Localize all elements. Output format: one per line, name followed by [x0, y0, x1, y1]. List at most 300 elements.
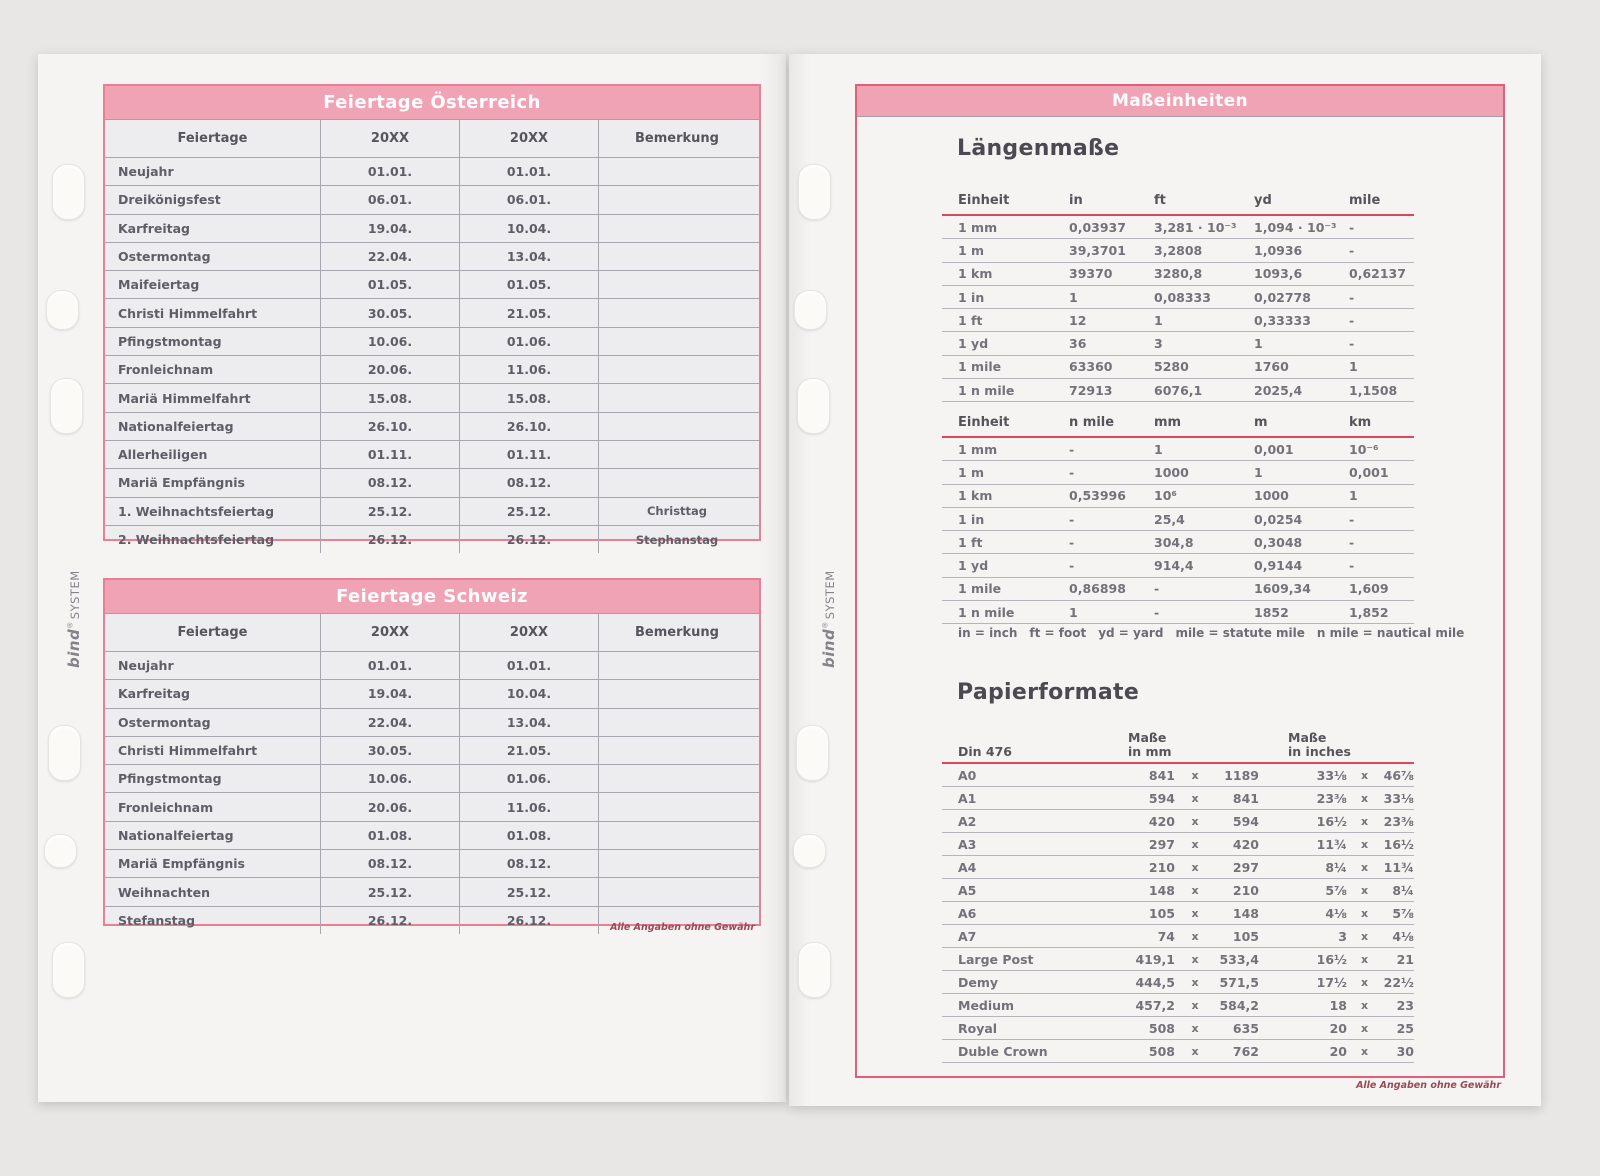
times-separator: x [1191, 906, 1199, 920]
value-cell: 0,02778 [1254, 289, 1311, 305]
table-row [105, 737, 759, 765]
date-cell: 08.12. [321, 469, 460, 496]
date-cell: 01.01. [460, 652, 599, 679]
punch-hole [44, 834, 77, 868]
times-separator: x [1360, 1021, 1369, 1035]
inch-width: 17½ [1316, 974, 1347, 990]
header-line: in mm [1128, 743, 1172, 759]
holiday-name: Karfreitag [105, 215, 321, 242]
remark-cell [599, 652, 755, 679]
holiday-name: Fronleichnam [105, 793, 321, 820]
table-row [105, 215, 759, 243]
holiday-name: Ostermontag [105, 709, 321, 736]
holiday-name: Weihnachten [105, 878, 321, 905]
left-page [38, 54, 786, 1102]
column-header: Feiertage [105, 120, 321, 157]
date-cell: 26.12. [321, 526, 460, 553]
table-row [942, 601, 1414, 624]
date-cell: 15.08. [321, 384, 460, 411]
header-row [942, 186, 1414, 216]
value-cell: 10⁻⁶ [1349, 441, 1379, 457]
inch-width: 20 [1329, 1020, 1347, 1036]
value-cell: - [1349, 558, 1355, 574]
times-separator: x [1191, 1021, 1199, 1035]
header-line: in inches [1288, 743, 1351, 759]
value-cell: 2025,4 [1254, 382, 1303, 398]
punch-hole [798, 164, 831, 220]
remark-cell: Christtag [646, 504, 708, 519]
table-row [942, 971, 1414, 994]
holiday-name: Ostermontag [105, 243, 321, 270]
table-row [942, 1040, 1414, 1063]
brand-logo [64, 570, 83, 668]
holiday-name: 2. Weihnachtsfeiertag [105, 526, 321, 553]
mm-height: 105 [1232, 928, 1259, 944]
value-cell: 304,8 [1154, 534, 1194, 550]
inch-height: 21 [1396, 951, 1414, 967]
mm-width: 74 [1157, 928, 1175, 944]
column-header: ft [1154, 192, 1166, 208]
brand-system-label: SYSTEM [823, 570, 837, 620]
inch-width: 16½ [1316, 813, 1347, 829]
value-cell: 3 [1154, 336, 1163, 352]
value-cell: 1000 [1154, 464, 1189, 480]
remark-cell [599, 850, 755, 877]
header-row [942, 408, 1414, 438]
value-cell: - [1069, 558, 1075, 574]
inch-height: 16½ [1383, 836, 1414, 852]
mm-height: 297 [1232, 859, 1259, 875]
inch-width: 11¾ [1316, 836, 1347, 852]
column-header: 20XX [460, 120, 599, 157]
date-cell: 30.05. [321, 737, 460, 764]
value-cell: 1760 [1254, 359, 1289, 375]
table-row [942, 485, 1414, 508]
table-row [942, 856, 1414, 879]
inch-width: 23⅜ [1316, 790, 1347, 806]
value-cell: 0,62137 [1349, 266, 1406, 282]
format-name: A6 [958, 905, 977, 921]
column-header: Einheit [958, 192, 1010, 208]
unit-name: 1 km [958, 266, 993, 282]
value-cell: 0,33333 [1254, 312, 1311, 328]
value-cell: 1,609 [1349, 581, 1389, 597]
inch-width: 3 [1338, 928, 1347, 944]
header-line: Maße [1288, 730, 1327, 745]
table-row [105, 526, 759, 553]
paper-section-heading: Papierformate [957, 680, 1140, 705]
mm-width: 105 [1148, 905, 1175, 921]
mm-width: 297 [1148, 836, 1175, 852]
table-row [942, 379, 1414, 402]
brand-registered-mark: ® [66, 621, 75, 629]
column-header: yd [1254, 192, 1272, 208]
remark-cell [599, 822, 755, 849]
date-cell: 26.12. [460, 526, 599, 553]
value-cell: - [1069, 534, 1075, 550]
mm-height: 635 [1232, 1020, 1259, 1036]
punch-hole [46, 290, 79, 330]
brand-system-label: SYSTEM [68, 570, 82, 620]
paper-table-header [942, 726, 1414, 764]
remark-cell [599, 356, 755, 383]
times-separator: x [1360, 929, 1369, 943]
date-cell: 10.06. [321, 328, 460, 355]
table-row [942, 332, 1414, 355]
table-row [942, 578, 1414, 601]
mm-width: 508 [1148, 1020, 1175, 1036]
table-row [942, 309, 1414, 332]
format-name: Medium [958, 997, 1015, 1013]
unit-name: 1 mm [958, 219, 998, 235]
measure-units-panel [855, 84, 1505, 1078]
punch-hole [798, 942, 831, 998]
abbreviation-legend: in = inch ft = foot yd = yard mile = statute mile n mile = nautical mile [958, 626, 1465, 640]
date-cell: 01.06. [460, 328, 599, 355]
mm-width: 419,1 [1135, 951, 1175, 967]
inch-width: 33⅛ [1316, 767, 1347, 783]
format-name: A2 [958, 813, 977, 829]
mm-height: 148 [1232, 905, 1259, 921]
mm-height: 841 [1232, 790, 1259, 806]
right-page [789, 54, 1541, 1106]
value-cell: - [1349, 336, 1355, 352]
format-name: Duble Crown [958, 1043, 1048, 1059]
format-name: A7 [958, 928, 977, 944]
table-row [105, 441, 759, 469]
value-cell: 0,001 [1349, 464, 1389, 480]
table-row [942, 286, 1414, 309]
mm-width: 148 [1148, 882, 1175, 898]
value-cell: 1093,6 [1254, 266, 1303, 282]
unit-name: 1 n mile [958, 604, 1015, 620]
date-cell: 25.12. [321, 498, 460, 525]
mm-width: 444,5 [1135, 974, 1175, 990]
value-cell: 914,4 [1154, 558, 1194, 574]
value-cell: - [1349, 534, 1355, 550]
austria-table-body [105, 120, 759, 553]
date-cell: 08.12. [460, 469, 599, 496]
mm-width: 508 [1148, 1043, 1175, 1059]
times-separator: x [1191, 883, 1199, 897]
inch-height: 25 [1396, 1020, 1414, 1036]
times-separator: x [1191, 1044, 1199, 1058]
remark-cell [599, 765, 755, 792]
table-row [942, 438, 1414, 461]
mm-height: 762 [1232, 1043, 1259, 1059]
holiday-name: Mariä Empfängnis [105, 850, 321, 877]
value-cell: 1 [1349, 359, 1358, 375]
holiday-name: Neujahr [105, 652, 321, 679]
unit-name: 1 yd [958, 336, 989, 352]
table-row [105, 709, 759, 737]
table-row [105, 158, 759, 186]
table-row [105, 384, 759, 412]
value-cell: - [1069, 511, 1075, 527]
remark-cell [599, 709, 755, 736]
format-name: A5 [958, 882, 977, 898]
format-name: A4 [958, 859, 977, 875]
length-table-imperial [942, 186, 1414, 402]
value-cell: 1 [1254, 464, 1263, 480]
date-cell: 19.04. [321, 680, 460, 707]
value-cell: - [1069, 441, 1075, 457]
table-row [105, 765, 759, 793]
table-row [105, 498, 759, 526]
times-separator: x [1191, 768, 1199, 782]
table-row [105, 243, 759, 271]
date-cell: 20.06. [321, 793, 460, 820]
holiday-name: Allerheiligen [105, 441, 321, 468]
remark-cell [599, 328, 755, 355]
holiday-name: Christi Himmelfahrt [105, 737, 321, 764]
date-cell: 01.08. [460, 822, 599, 849]
value-cell: 0,53996 [1069, 488, 1126, 504]
unit-name: 1 m [958, 464, 985, 480]
inch-width: 16½ [1316, 951, 1347, 967]
date-cell: 06.01. [321, 186, 460, 213]
date-cell: 01.01. [321, 158, 460, 185]
austria-holidays-table [103, 84, 761, 547]
date-cell: 06.01. [460, 186, 599, 213]
table-row [105, 652, 759, 680]
value-cell: 0,03937 [1069, 219, 1126, 235]
mm-height: 571,5 [1219, 974, 1259, 990]
holiday-name: Dreikönigsfest [105, 186, 321, 213]
table-row [942, 833, 1414, 856]
inch-height: 4⅛ [1392, 928, 1414, 944]
holiday-name: Pfingstmontag [105, 765, 321, 792]
times-separator: x [1360, 952, 1369, 966]
unit-name: 1 in [958, 289, 985, 305]
remark-cell [599, 441, 755, 468]
column-header: Bemerkung [635, 131, 719, 146]
remark-cell [599, 737, 755, 764]
remark-cell [599, 793, 755, 820]
remark-cell [599, 158, 755, 185]
header-line: Maße [1128, 730, 1167, 745]
column-header: Bemerkung [635, 625, 719, 640]
austria-table-title: Feiertage Österreich [105, 86, 759, 120]
mm-height: 584,2 [1219, 997, 1259, 1013]
date-cell: 25.12. [460, 878, 599, 905]
holiday-name: Maifeiertag [105, 271, 321, 298]
brand-name: bind [820, 628, 838, 668]
table-row [105, 878, 759, 906]
mm-width: 420 [1148, 813, 1175, 829]
length-section-heading: Längenmaße [957, 136, 1120, 161]
date-cell: 15.08. [460, 384, 599, 411]
mm-width: 594 [1148, 790, 1175, 806]
column-header: mm [1154, 414, 1182, 430]
date-cell: 10.04. [460, 215, 599, 242]
brand-name: bind [65, 628, 83, 668]
value-cell: 1000 [1254, 488, 1289, 504]
date-cell: 01.11. [460, 441, 599, 468]
inch-height: 22½ [1383, 974, 1414, 990]
value-cell: - [1349, 289, 1355, 305]
date-cell: 26.10. [460, 413, 599, 440]
unit-name: 1 ft [958, 312, 983, 328]
holiday-name: Mariä Empfängnis [105, 469, 321, 496]
value-cell: 1,0936 [1254, 242, 1303, 258]
value-cell: 0,08333 [1154, 289, 1211, 305]
value-cell: 1 [1154, 312, 1163, 328]
date-cell: 10.04. [460, 680, 599, 707]
holiday-name: Nationalfeiertag [105, 822, 321, 849]
table-row [942, 554, 1414, 577]
table-row [942, 925, 1414, 948]
column-header-inches [1288, 731, 1351, 758]
date-cell: 01.11. [321, 441, 460, 468]
holiday-name: Karfreitag [105, 680, 321, 707]
inch-height: 8¼ [1392, 882, 1414, 898]
times-separator: x [1360, 860, 1369, 874]
value-cell: - [1349, 219, 1355, 235]
date-cell: 11.06. [460, 793, 599, 820]
date-cell: 30.05. [321, 299, 460, 326]
value-cell: 39,3701 [1069, 242, 1126, 258]
column-header: Feiertage [105, 614, 321, 651]
inch-width: 5⅞ [1325, 882, 1347, 898]
table-row [942, 461, 1414, 484]
remark-cell [599, 299, 755, 326]
format-name: Large Post [958, 951, 1034, 967]
table-row [105, 186, 759, 214]
switzerland-holidays-table [103, 578, 761, 926]
remark-cell [599, 384, 755, 411]
date-cell: 22.04. [321, 709, 460, 736]
holiday-name: Fronleichnam [105, 356, 321, 383]
value-cell: 1609,34 [1254, 581, 1311, 597]
date-cell: 21.05. [460, 299, 599, 326]
punch-hole [52, 942, 85, 998]
brand-logo [819, 570, 838, 668]
times-separator: x [1191, 860, 1199, 874]
inch-height: 23⅜ [1383, 813, 1414, 829]
inch-height: 30 [1396, 1043, 1414, 1059]
column-header: n mile [1069, 414, 1115, 430]
table-row [942, 764, 1414, 787]
table-row [942, 994, 1414, 1017]
remark-cell [599, 413, 755, 440]
mm-height: 420 [1232, 836, 1259, 852]
table-row [105, 680, 759, 708]
table-row [942, 879, 1414, 902]
remark-cell [599, 186, 755, 213]
length-table-metric [942, 408, 1414, 624]
date-cell: 13.04. [460, 243, 599, 270]
mm-height: 533,4 [1219, 951, 1259, 967]
table-row [942, 902, 1414, 925]
inch-width: 18 [1329, 997, 1347, 1013]
inch-width: 4⅛ [1325, 905, 1347, 921]
times-separator: x [1360, 1044, 1369, 1058]
table-row [942, 1017, 1414, 1040]
value-cell: - [1069, 464, 1075, 480]
date-cell: 01.01. [321, 652, 460, 679]
holiday-name: Stefanstag [105, 907, 321, 934]
punch-hole [793, 834, 826, 868]
value-cell: 3,281 · 10⁻³ [1154, 219, 1237, 235]
format-name: Royal [958, 1020, 998, 1036]
mm-width: 457,2 [1135, 997, 1175, 1013]
times-separator: x [1360, 998, 1369, 1012]
value-cell: - [1349, 511, 1355, 527]
times-separator: x [1360, 814, 1369, 828]
remark-cell [599, 243, 755, 270]
times-separator: x [1360, 791, 1369, 805]
table-row [942, 239, 1414, 262]
table-row [105, 356, 759, 384]
date-cell: 01.01. [460, 158, 599, 185]
date-cell: 19.04. [321, 215, 460, 242]
column-header: mile [1349, 192, 1381, 208]
header-row [105, 120, 759, 158]
panel-title: Maßeinheiten [857, 86, 1503, 117]
value-cell: 1 [1154, 441, 1163, 457]
table-row [105, 413, 759, 441]
date-cell: 26.10. [321, 413, 460, 440]
remark-cell [599, 215, 755, 242]
unit-name: 1 n mile [958, 382, 1015, 398]
date-cell: 01.06. [460, 765, 599, 792]
value-cell: 39370 [1069, 266, 1113, 282]
value-cell: 1 [1254, 336, 1263, 352]
times-separator: x [1191, 837, 1199, 851]
holiday-name: 1. Weihnachtsfeiertag [105, 498, 321, 525]
disclaimer-note: Alle Angaben ohne Gewähr [1356, 1080, 1501, 1091]
times-separator: x [1191, 998, 1199, 1012]
table-row [105, 271, 759, 299]
table-row [942, 356, 1414, 379]
column-header: Einheit [958, 414, 1010, 430]
punch-hole [48, 725, 81, 781]
value-cell: 1 [1069, 604, 1078, 620]
remark-cell [599, 680, 755, 707]
unit-name: 1 in [958, 511, 985, 527]
value-cell: 1,852 [1349, 604, 1389, 620]
value-cell: 25,4 [1154, 511, 1185, 527]
table-row [105, 793, 759, 821]
table-row [105, 469, 759, 497]
date-cell: 11.06. [460, 356, 599, 383]
value-cell: - [1154, 604, 1160, 620]
inch-height: 5⅞ [1392, 905, 1414, 921]
punch-hole [796, 725, 829, 781]
date-cell: 01.05. [460, 271, 599, 298]
times-separator: x [1360, 883, 1369, 897]
punch-hole [794, 290, 827, 330]
value-cell: 3,2808 [1154, 242, 1203, 258]
format-name: A0 [958, 767, 977, 783]
unit-name: 1 mile [958, 581, 1002, 597]
date-cell: 26.12. [460, 907, 599, 934]
value-cell: 72913 [1069, 382, 1113, 398]
value-cell: 63360 [1069, 359, 1113, 375]
table-row [942, 810, 1414, 833]
value-cell: - [1349, 312, 1355, 328]
column-header: m [1254, 414, 1268, 430]
column-header: 20XX [460, 614, 599, 651]
mm-height: 1189 [1224, 767, 1259, 783]
date-cell: 08.12. [460, 850, 599, 877]
unit-name: 1 mm [958, 441, 998, 457]
date-cell: 21.05. [460, 737, 599, 764]
value-cell: 1 [1069, 289, 1078, 305]
column-header: in [1069, 192, 1083, 208]
holiday-name: Pfingstmontag [105, 328, 321, 355]
